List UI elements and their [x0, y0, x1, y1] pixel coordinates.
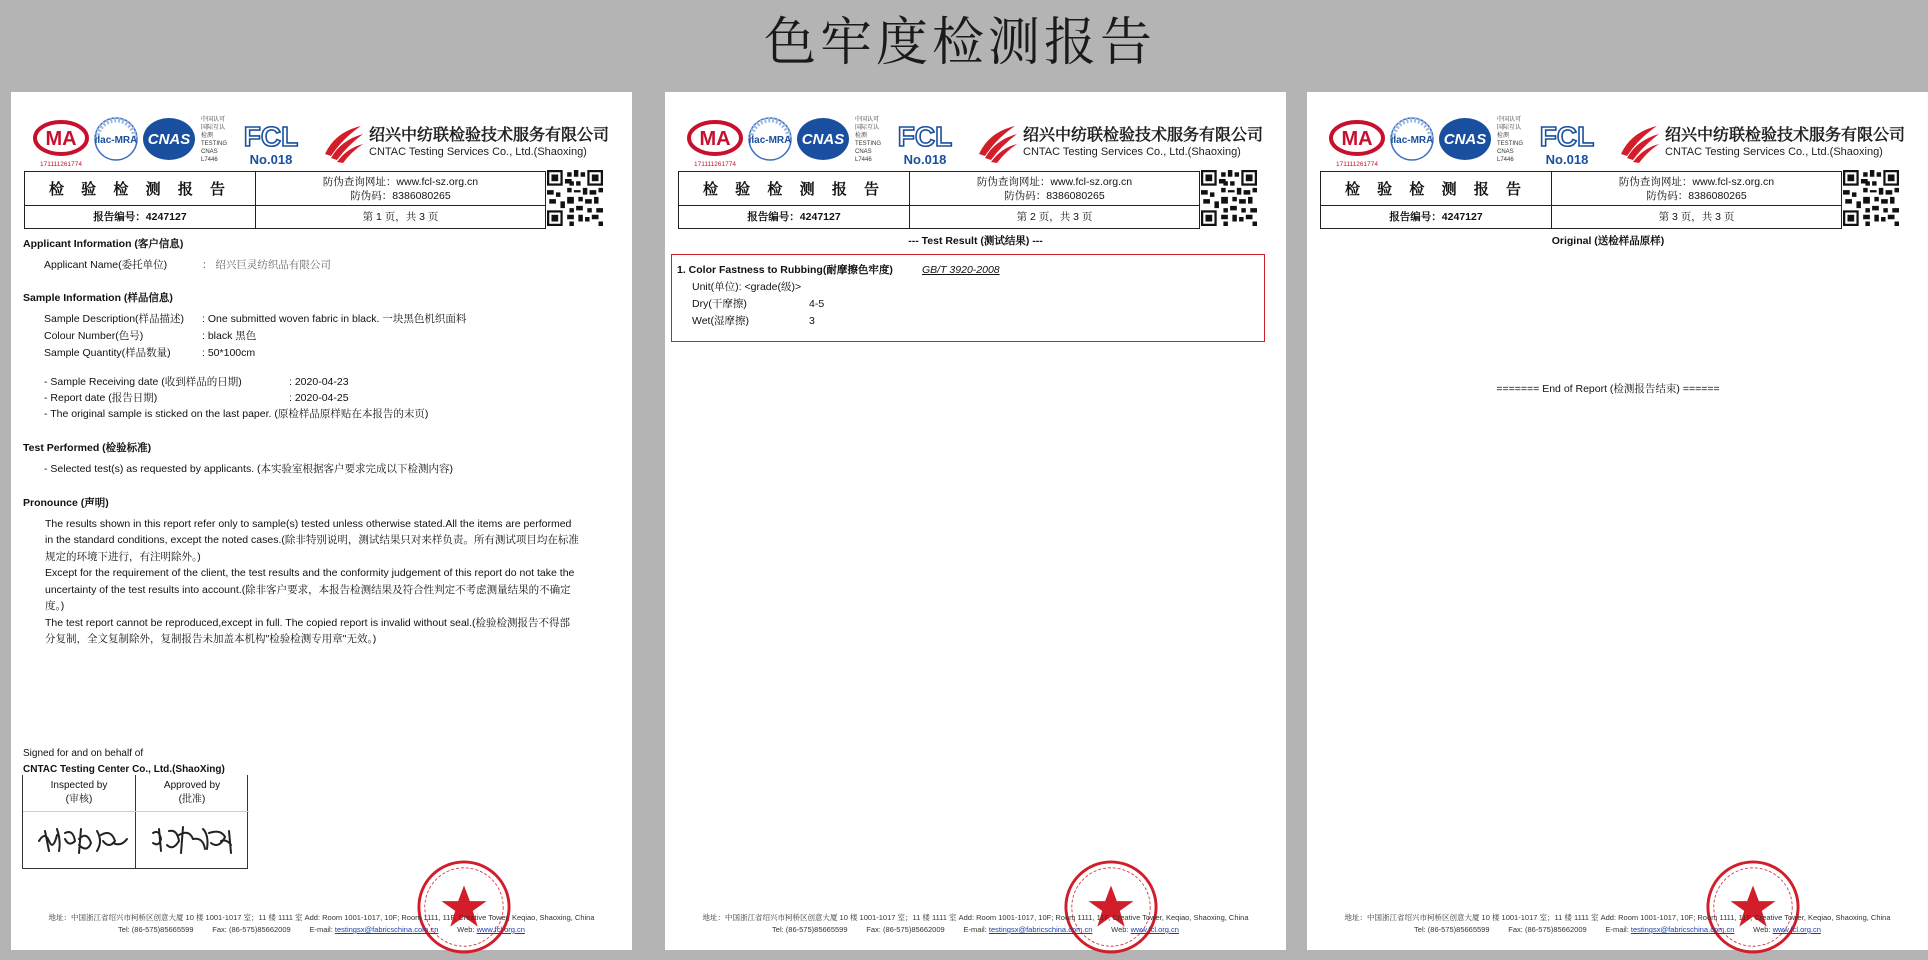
anti-fake-info: 防伪查询网址：www.fcl-sz.org.cn 防伪码：8386080265 — [1552, 172, 1841, 206]
anti-fake-info: 防伪查询网址：www.fcl-sz.org.cn 防伪码：8386080265 — [910, 172, 1199, 206]
test-performed-heading: Test Performed (检验标准) — [23, 442, 152, 454]
colour-number-label: Colour Number(色号) — [44, 330, 144, 342]
ilac-mra-logo-icon — [93, 116, 139, 162]
inspected-by-label: Inspected by (审核) — [50, 780, 108, 805]
svg-text:171111261774: 171111261774 — [694, 161, 736, 168]
report-header-table — [1320, 171, 1842, 229]
website-link[interactable]: www.fcl.org.cn — [476, 925, 525, 934]
company-name-en: CNTAC Testing Services Co., Ltd.(Shaoxing) — [1665, 146, 1883, 158]
receiving-date-value: : 2020-04-23 — [289, 376, 349, 388]
fcl-logo-icon — [897, 114, 953, 170]
page-number: 第 1 页，共 3 页 — [362, 211, 439, 223]
pronounce-line: The results shown in this report refer only to sample(s) tested unless otherwise stated.All the items are performed — [45, 518, 572, 530]
sample-description-label: Sample Description(样品描述) — [44, 313, 185, 325]
svg-text:ilac-MRA: ilac-MRA — [1390, 135, 1434, 146]
cntac-flag-logo-icon — [1617, 120, 1661, 164]
test-item-title: 1. Color Fastness to Rubbing(耐摩擦色牢度) — [677, 264, 893, 276]
fcl-logo-icon — [1539, 114, 1595, 170]
report-number: 报告编号：4247127 — [679, 206, 910, 228]
cma-logo-icon — [33, 116, 89, 172]
report-header-table — [24, 171, 546, 229]
company-name-en: CNTAC Testing Services Co., Ltd.(Shaoxing) — [1023, 146, 1241, 158]
website-link[interactable]: www.fcl.org.cn — [1130, 925, 1179, 934]
page-number: 第 3 页，共 3 页 — [1658, 211, 1735, 223]
qr-code-icon[interactable] — [1843, 170, 1899, 226]
applicant-name-value: ： 绍兴巨灵纺织品有限公司 — [202, 259, 331, 271]
page-number: 第 2 页，共 3 页 — [1016, 211, 1093, 223]
applicant-name-label: Applicant Name(委托单位) — [44, 259, 168, 271]
cnas-accreditation-text: 中国认可 国际互认 检测 TESTING CNAS L7446 — [1497, 117, 1524, 163]
report-label: 检 验 检 测 报 告 — [1321, 172, 1552, 206]
qr-code-icon[interactable] — [547, 170, 603, 226]
company-name-en: CNTAC Testing Services Co., Ltd.(Shaoxing) — [369, 146, 587, 158]
svg-text:MA: MA — [1341, 128, 1373, 150]
cma-logo-icon — [687, 116, 743, 172]
official-seal-icon — [1704, 858, 1802, 956]
dry-value: 4-5 — [809, 298, 825, 310]
cnas-logo-icon — [1437, 116, 1493, 162]
report-label: 检 验 检 测 报 告 — [679, 172, 910, 206]
cntac-flag-logo-icon — [321, 120, 365, 164]
test-performed-value: - Selected test(s) as requested by applicants. (本实验室根据客户要求完成以下检测内容) — [44, 463, 454, 475]
report-label: 检 验 检 测 报 告 — [25, 172, 256, 206]
svg-text:171111261774: 171111261774 — [40, 161, 82, 168]
svg-text:No.018: No.018 — [249, 152, 293, 167]
pronounce-line: 分复制，全文复制除外，复制报告未加盖本机构"检验检测专用章"无效。) — [45, 633, 377, 645]
test-result-heading: --- Test Result (测试结果) --- — [908, 235, 1043, 247]
approver-signature — [141, 819, 253, 859]
signed-company: CNTAC Testing Center Co., Ltd.(ShaoXing) — [23, 764, 225, 775]
cnas-accreditation-text: 中国认可 国际互认 检测 TESTING CNAS L7446 — [855, 117, 882, 163]
official-seal-icon — [1062, 858, 1160, 956]
svg-text:ilac-MRA: ilac-MRA — [94, 135, 138, 146]
page-footer: 地址：中国浙江省绍兴市柯桥区创意大厦 10 楼 1001-1017 室；11 楼 1111 室 Add: Room 1001-1017, 10F; Room 1111, 11F, Creative Tower, Keqiao, Shaoxing, China Tel: (86-575)85665599 Fax: (86-575)85662009 E-mail: testingsx@fabricschina.com.cn Web: www.fcl.org.cn — [48, 913, 595, 934]
svg-text:CNAS: CNAS — [801, 131, 845, 148]
report-page-3 — [1307, 92, 1928, 950]
colour-number-value: : black 黑色 — [202, 330, 257, 342]
email-link[interactable]: testingsx@fabricschina.com.cn — [988, 925, 1093, 934]
report-page-1 — [11, 92, 632, 950]
cnas-logo-icon — [141, 116, 197, 162]
pronounce-line: in the standard conditions, except the noted cases.(除非特别说明，测试结果只对来样负责。所有测试项目均在标准 — [45, 534, 579, 546]
svg-text:FCL: FCL — [243, 121, 299, 152]
pronounce-line: 规定的环境下进行，有注明除外。) — [45, 551, 201, 563]
fcl-logo-icon — [243, 114, 299, 170]
original-sample-heading: Original (送检样品原样) — [1551, 235, 1665, 247]
report-page-2 — [665, 92, 1286, 950]
wet-label: Wet(湿摩擦) — [692, 315, 749, 327]
report-number: 报告编号：4247127 — [25, 206, 256, 228]
website-link[interactable]: www.fcl.org.cn — [1772, 925, 1821, 934]
report-date-value: : 2020-04-25 — [289, 392, 349, 404]
report-number: 报告编号：4247127 — [1321, 206, 1552, 228]
unit-line: Unit(单位): <grade(级)> — [692, 281, 802, 293]
cntac-flag-logo-icon — [975, 120, 1019, 164]
applicant-heading: Applicant Information (客户信息) — [23, 238, 184, 250]
pronounce-heading: Pronounce (声明) — [23, 497, 109, 509]
svg-text:ilac-MRA: ilac-MRA — [748, 135, 792, 146]
original-sample-note: - The original sample is sticked on the last paper. (原检样品原样贴在本报告的末页) — [44, 408, 429, 420]
signed-line: Signed for and on behalf of — [23, 748, 144, 759]
dry-label: Dry(干摩擦) — [692, 298, 747, 310]
svg-text:No.018: No.018 — [1545, 152, 1589, 167]
svg-text:No.018: No.018 — [903, 152, 947, 167]
wet-value: 3 — [809, 315, 815, 327]
pronounce-line: Except for the requirement of the client, the test results and the conformity judgement of this report do not take the — [45, 567, 575, 579]
svg-text:CNAS: CNAS — [1443, 131, 1487, 148]
report-header-table — [678, 171, 1200, 229]
end-of-report-line: ======= End of Report (检测报告结束) ====== — [1496, 383, 1720, 395]
pronounce-line: The test report cannot be reproduced,except in full. The copied report is invalid without seal.(检验检测报告不得部 — [45, 617, 571, 629]
svg-text:MA: MA — [45, 128, 77, 150]
pronounce-line: uncertainty of the test results into account.(除非客户要求，本报告检测结果及符合性判定不考虑测量结果的不确定 — [45, 584, 571, 596]
cnas-accreditation-text: 中国认可 国际互认 检测 TESTING CNAS L7446 — [201, 117, 228, 163]
page-footer: 地址：中国浙江省绍兴市柯桥区创意大厦 10 楼 1001-1017 室；11 楼 1111 室 Add: Room 1001-1017, 10F; Room 1111, 11F, Creative Tower, Keqiao, Shaoxing, China Tel: (86-575)85665599 Fax: (86-575)85662009 E-mail: testingsx@fabricschina.com.cn Web: www.fcl.org.cn — [1344, 913, 1891, 934]
page-title: 色牢度检测报告 — [763, 13, 1156, 73]
report-date-label: - Report date (报告日期) — [44, 392, 158, 404]
email-link[interactable]: testingsx@fabricschina.com.cn — [334, 925, 439, 934]
sample-description-value: : One submitted woven fabric in black. 一块黑色机织面料 — [202, 313, 467, 325]
svg-text:171111261774: 171111261774 — [1336, 161, 1378, 168]
test-standard-link[interactable]: GB/T 3920-2008 — [922, 264, 1000, 276]
company-name-cn: 绍兴中纺联检验技术服务有限公司 — [1665, 125, 1906, 144]
sample-quantity-label: Sample Quantity(样品数量) — [44, 347, 171, 359]
cnas-logo-icon — [795, 116, 851, 162]
svg-text:CNAS: CNAS — [147, 131, 191, 148]
svg-text:MA: MA — [699, 128, 731, 150]
company-name-cn: 绍兴中纺联检验技术服务有限公司 — [369, 125, 610, 144]
signature-table — [22, 775, 248, 869]
company-name-cn: 绍兴中纺联检验技术服务有限公司 — [1023, 125, 1264, 144]
sample-quantity-value: : 50*100cm — [202, 347, 256, 359]
email-link[interactable]: testingsx@fabricschina.com.cn — [1630, 925, 1735, 934]
cma-logo-icon — [1329, 116, 1385, 172]
qr-code-icon[interactable] — [1201, 170, 1257, 226]
ilac-mra-logo-icon — [747, 116, 793, 162]
svg-text:FCL: FCL — [1539, 121, 1595, 152]
official-seal-icon — [415, 858, 513, 956]
receiving-date-label: - Sample Receiving date (收到样品的日期) — [44, 376, 242, 388]
inspector-signature — [29, 819, 141, 859]
ilac-mra-logo-icon — [1389, 116, 1435, 162]
pronounce-line: 度。) — [45, 600, 65, 612]
approved-by-label: Approved by (批准) — [163, 780, 221, 805]
svg-text:FCL: FCL — [897, 121, 953, 152]
page-footer: 地址：中国浙江省绍兴市柯桥区创意大厦 10 楼 1001-1017 室；11 楼 1111 室 Add: Room 1001-1017, 10F; Room 1111, 11F, Creative Tower, Keqiao, Shaoxing, China Tel: (86-575)85665599 Fax: (86-575)85662009 E-mail: testingsx@fabricschina.com.cn Web: www.fcl.org.cn — [702, 913, 1249, 934]
anti-fake-info: 防伪查询网址：www.fcl-sz.org.cn 防伪码：8386080265 — [256, 172, 545, 206]
sample-heading: Sample Information (样品信息) — [23, 292, 173, 304]
